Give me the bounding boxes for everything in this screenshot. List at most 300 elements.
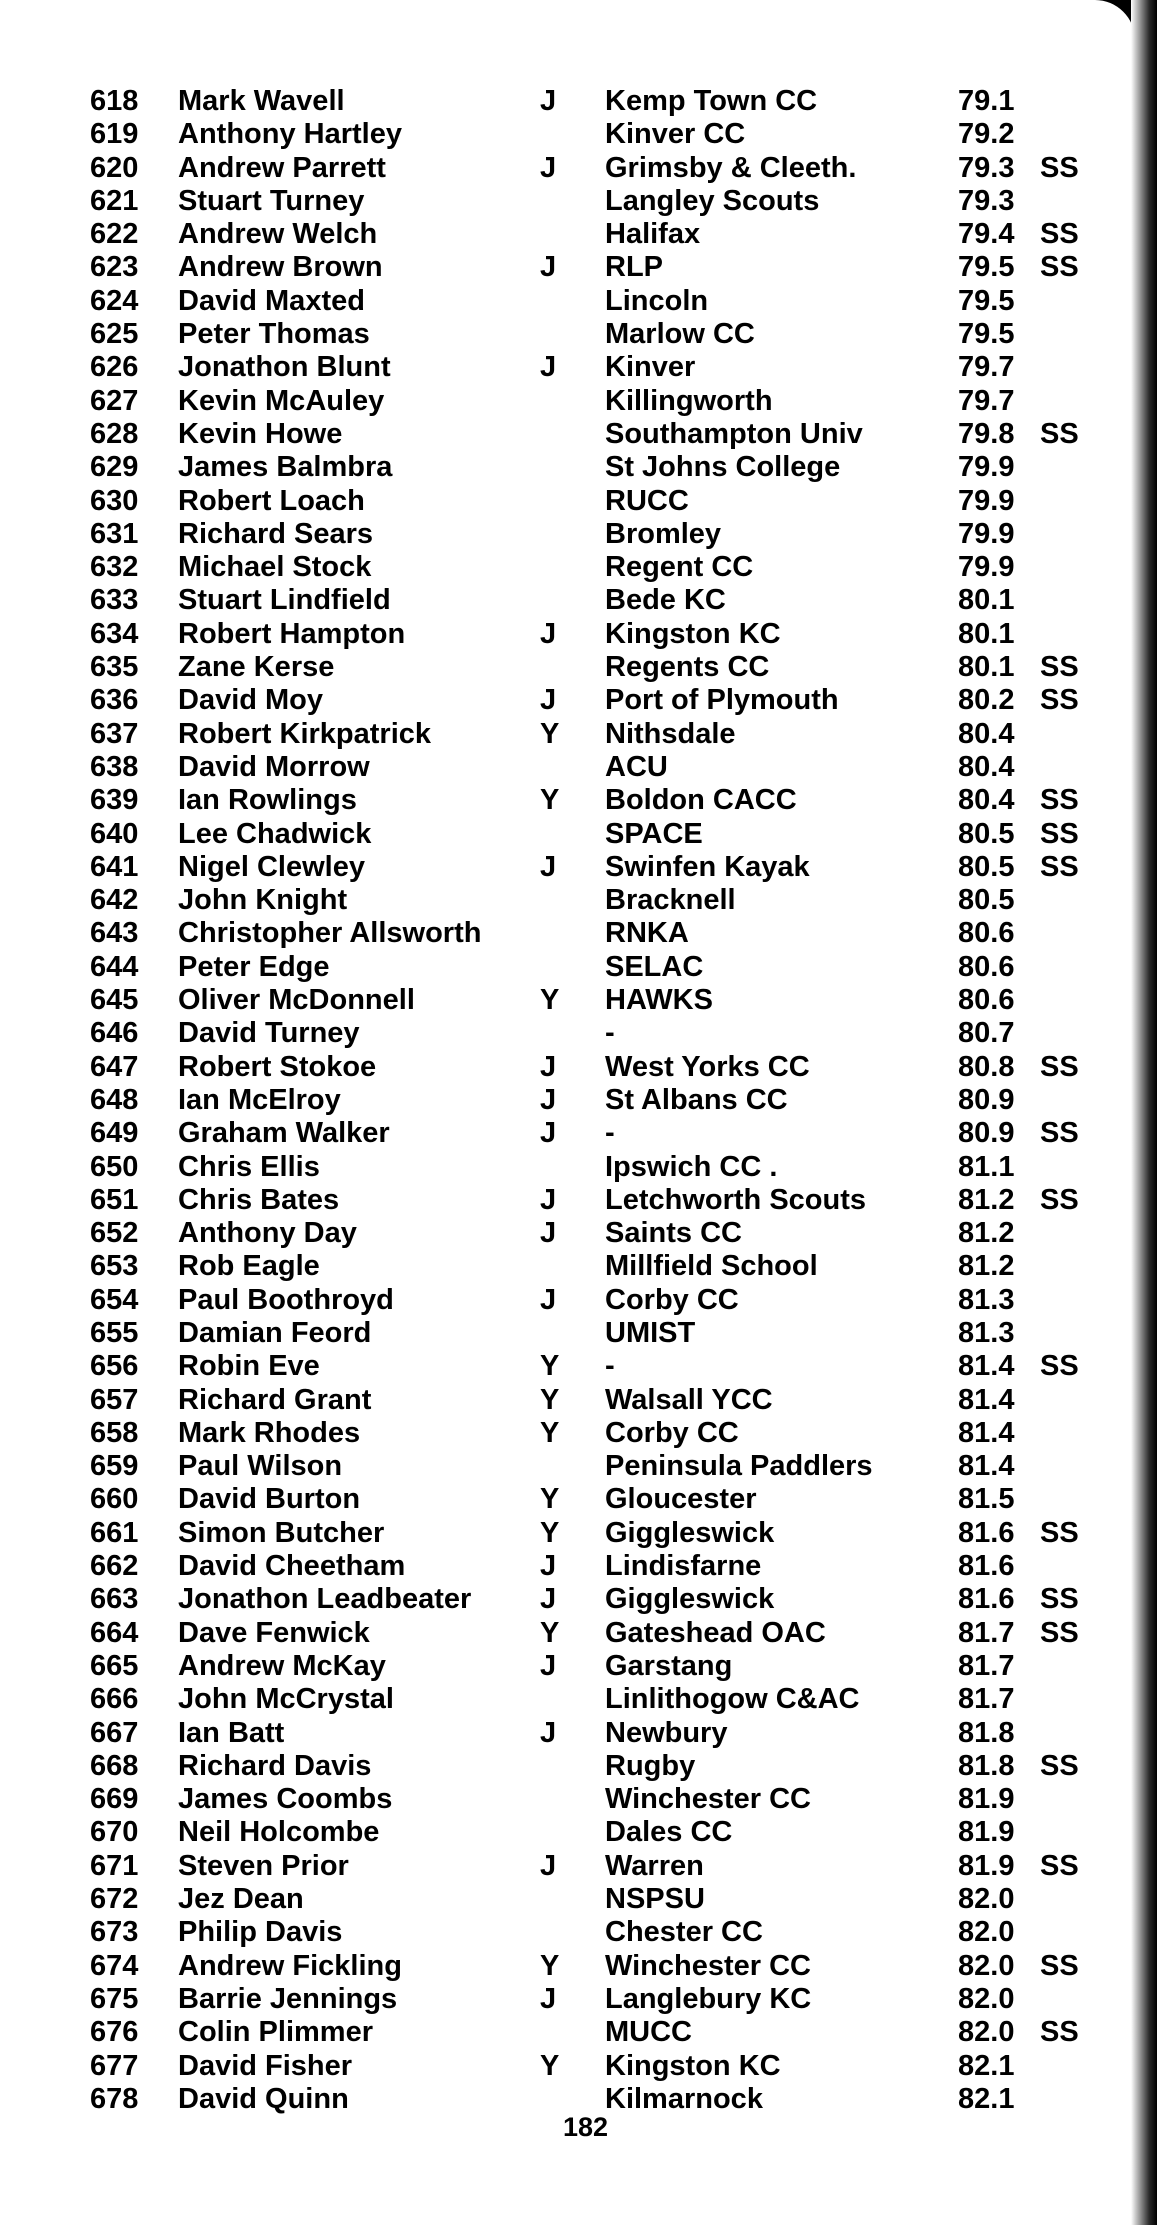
club-name: Linlithogow C&AC [605,1683,860,1716]
score: 81.7 [958,1649,1015,1682]
category-flag: J [540,1716,557,1749]
result-row [0,1617,1120,1650]
competitor-name: Robert Kirkpatrick [178,717,432,750]
category-flag: J [540,251,557,284]
result-row [0,1017,1120,1050]
result-row [0,251,1120,284]
club-name: Giggleswick [605,1516,775,1549]
club-name: Corby CC [605,1283,739,1316]
competitor-name: Chris Bates [178,1183,340,1216]
score: 81.8 [958,1716,1015,1749]
competitor-name: Oliver McDonnell [178,984,415,1017]
club-name: Port of Plymouth [605,684,839,717]
result-row [0,684,1120,717]
result-row [0,1250,1120,1283]
entry-number: 676 [90,2016,139,2049]
result-row [0,2050,1120,2083]
page-edge-shadow [1131,0,1157,2225]
note-flag: SS [1040,651,1079,684]
entry-number: 657 [90,1383,139,1416]
competitor-name: Damian Feord [178,1316,372,1349]
entry-number: 652 [90,1217,139,1250]
result-row [0,1550,1120,1583]
score: 82.1 [958,2082,1015,2115]
entry-number: 627 [90,384,139,417]
category-flag: Y [540,1483,560,1516]
result-row [0,651,1120,684]
club-name: RNKA [605,917,689,950]
competitor-name: Andrew Welch [178,218,378,251]
competitor-name: Jonathon Leadbeater [178,1583,472,1616]
score: 80.6 [958,984,1015,1017]
note-flag: SS [1040,850,1079,883]
competitor-name: Richard Davis [178,1749,372,1782]
score: 81.6 [958,1583,1015,1616]
note-flag: SS [1040,1050,1079,1083]
score: 81.4 [958,1350,1015,1383]
entry-number: 638 [90,750,139,783]
club-name: Kilmarnock [605,2082,763,2115]
competitor-name: David Maxted [178,284,365,317]
competitor-name: Neil Holcombe [178,1816,380,1849]
result-row [0,1850,1120,1883]
entry-number: 651 [90,1183,139,1216]
category-flag: Y [540,1416,560,1449]
category-flag: Y [540,717,560,750]
entry-number: 659 [90,1450,139,1483]
note-flag: SS [1040,1117,1079,1150]
club-name: Boldon CACC [605,784,797,817]
club-name: HAWKS [605,984,713,1017]
club-name: MUCC [605,2016,692,2049]
note-flag: SS [1040,684,1079,717]
entry-number: 674 [90,1949,139,1982]
note-flag: SS [1040,218,1079,251]
club-name: RUCC [605,484,689,517]
category-flag: Y [540,784,560,817]
club-name: Corby CC [605,1416,739,1449]
club-name: Swinfen Kayak [605,850,810,883]
score: 81.3 [958,1283,1015,1316]
note-flag: SS [1040,1616,1079,1649]
score: 79.1 [958,85,1015,117]
entry-number: 631 [90,517,139,550]
note-flag: SS [1040,417,1079,450]
competitor-name: Graham Walker [178,1117,390,1150]
club-name: Regent CC [605,551,754,584]
club-name: Ipswich CC . [605,1150,778,1183]
score: 82.0 [958,1982,1015,2015]
results-list [0,85,1120,2116]
club-name: Bromley [605,517,722,550]
result-row [0,1217,1120,1250]
score: 79.9 [958,451,1015,484]
entry-number: 632 [90,551,139,584]
club-name: Langley Scouts [605,184,820,217]
category-flag: J [540,1050,557,1083]
entry-number: 633 [90,584,139,617]
entry-number: 639 [90,784,139,817]
competitor-name: Rob Eagle [178,1250,320,1283]
category-flag: Y [540,1616,560,1649]
score: 80.4 [958,750,1015,783]
club-name: ACU [605,750,668,783]
result-row [0,951,1120,984]
score: 81.8 [958,1749,1015,1782]
score: 79.9 [958,517,1015,550]
entry-number: 675 [90,1982,139,2015]
score: 81.9 [958,1816,1015,1849]
result-row [0,1650,1120,1683]
note-flag: SS [1040,1350,1079,1383]
category-flag: J [540,1217,557,1250]
club-name: Kinver [605,351,696,384]
entry-number: 662 [90,1550,139,1583]
competitor-name: Kevin McAuley [178,384,385,417]
competitor-name: Mark Rhodes [178,1416,361,1449]
result-row [0,1717,1120,1750]
competitor-name: Zane Kerse [178,651,335,684]
category-flag: J [540,684,557,717]
competitor-name: David Burton [178,1483,361,1516]
club-name: Kingston KC [605,2049,781,2082]
club-name: Kinver CC [605,118,746,151]
result-row [0,718,1120,751]
category-flag: J [540,351,557,384]
competitor-name: John Knight [178,884,348,917]
note-flag: SS [1040,817,1079,850]
category-flag: J [540,1183,557,1216]
score: 80.4 [958,784,1015,817]
club-name: Warren [605,1849,704,1882]
club-name: Killingworth [605,384,773,417]
club-name: SPACE [605,817,703,850]
result-row [0,1583,1120,1616]
result-row [0,2016,1120,2049]
entry-number: 653 [90,1250,139,1283]
category-flag: J [540,1849,557,1882]
score: 81.4 [958,1450,1015,1483]
result-row [0,1284,1120,1317]
competitor-name: Paul Wilson [178,1450,343,1483]
competitor-name: Anthony Hartley [178,118,402,151]
club-name: Lincoln [605,284,709,317]
competitor-name: Robert Hampton [178,617,406,650]
score: 79.4 [958,218,1015,251]
competitor-name: James Balmbra [178,451,393,484]
category-flag: J [540,617,557,650]
score: 81.4 [958,1383,1015,1416]
competitor-name: Andrew Brown [178,251,383,284]
entry-number: 660 [90,1483,139,1516]
competitor-name: Barrie Jennings [178,1982,398,2015]
note-flag: SS [1040,251,1079,284]
club-name: Halifax [605,218,701,251]
entry-number: 650 [90,1150,139,1183]
entry-number: 677 [90,2049,139,2082]
result-row [0,1151,1120,1184]
club-name: Dales CC [605,1816,733,1849]
club-name: Millfield School [605,1250,818,1283]
result-row [0,1683,1120,1716]
result-row [0,1483,1120,1516]
club-name: Walsall YCC [605,1383,773,1416]
club-name: Newbury [605,1716,728,1749]
club-name: Langlebury KC [605,1982,812,2015]
result-row [0,1750,1120,1783]
competitor-name: David Quinn [178,2082,349,2115]
entry-number: 619 [90,118,139,151]
result-row [0,451,1120,484]
competitor-name: Richard Grant [178,1383,372,1416]
club-name: UMIST [605,1316,696,1349]
page-number: 182 [563,2112,609,2142]
score: 81.4 [958,1416,1015,1449]
note-flag: SS [1040,1849,1079,1882]
score: 80.9 [958,1083,1015,1116]
club-name: Kemp Town CC [605,85,818,117]
club-name: Gloucester [605,1483,757,1516]
competitor-name: Ian Batt [178,1716,285,1749]
competitor-name: Robin Eve [178,1350,320,1383]
competitor-name: Stuart Turney [178,184,365,217]
score: 80.6 [958,917,1015,950]
result-row [0,1317,1120,1350]
result-row [0,1916,1120,1949]
competitor-name: Robert Loach [178,484,365,517]
entry-number: 629 [90,451,139,484]
entry-number: 661 [90,1516,139,1549]
score: 79.8 [958,417,1015,450]
entry-number: 643 [90,917,139,950]
result-row [0,518,1120,551]
score: 79.5 [958,251,1015,284]
club-name: Garstang [605,1649,733,1682]
competitor-name: Peter Edge [178,950,330,983]
competitor-name: Lee Chadwick [178,817,372,850]
competitor-name: Philip Davis [178,1916,343,1949]
score: 79.3 [958,184,1015,217]
result-row [0,1783,1120,1816]
category-flag: J [540,151,557,184]
result-row [0,884,1120,917]
result-row [0,584,1120,617]
entry-number: 623 [90,251,139,284]
entry-number: 626 [90,351,139,384]
entry-number: 658 [90,1416,139,1449]
entry-number: 645 [90,984,139,1017]
competitor-name: Stuart Lindfield [178,584,391,617]
result-row [0,218,1120,251]
score: 80.1 [958,584,1015,617]
result-row [0,1384,1120,1417]
result-row [0,285,1120,318]
result-row [0,784,1120,817]
category-flag: Y [540,2049,560,2082]
result-row [0,2083,1120,2116]
club-name: Grimsby & Cleeth. [605,151,857,184]
club-name: - [605,1017,615,1050]
note-flag: SS [1040,784,1079,817]
result-row [0,152,1120,185]
entry-number: 673 [90,1916,139,1949]
entry-number: 618 [90,85,139,117]
result-row [0,85,1120,118]
result-row [0,351,1120,384]
score: 81.7 [958,1616,1015,1649]
club-name: St Johns College [605,451,841,484]
category-flag: J [540,85,557,117]
score: 81.9 [958,1783,1015,1816]
category-flag: Y [540,1516,560,1549]
result-row [0,917,1120,950]
result-row [0,751,1120,784]
category-flag: J [540,1283,557,1316]
club-name: - [605,1117,615,1150]
entry-number: 637 [90,717,139,750]
score: 79.7 [958,384,1015,417]
result-row [0,185,1120,218]
club-name: Winchester CC [605,1949,812,1982]
competitor-name: David Cheetham [178,1550,406,1583]
entry-number: 678 [90,2082,139,2115]
score: 79.5 [958,318,1015,351]
score: 80.4 [958,717,1015,750]
result-row [0,551,1120,584]
entry-number: 636 [90,684,139,717]
score: 81.3 [958,1316,1015,1349]
club-name: Southampton Univ [605,417,863,450]
result-row [0,618,1120,651]
competitor-name: James Coombs [178,1783,393,1816]
note-flag: SS [1040,1949,1079,1982]
result-row [0,1350,1120,1383]
entry-number: 641 [90,850,139,883]
result-row [0,1983,1120,2016]
result-row [0,1117,1120,1150]
club-name: Lindisfarne [605,1550,762,1583]
entry-number: 666 [90,1683,139,1716]
club-name: RLP [605,251,663,284]
competitor-name: Christopher Allsworth [178,917,482,950]
score: 81.6 [958,1550,1015,1583]
entry-number: 671 [90,1849,139,1882]
score: 79.7 [958,351,1015,384]
club-name: Giggleswick [605,1583,775,1616]
score: 81.1 [958,1150,1015,1183]
result-row [0,385,1120,418]
score: 81.5 [958,1483,1015,1516]
score: 82.0 [958,1949,1015,1982]
entry-number: 656 [90,1350,139,1383]
score: 80.5 [958,817,1015,850]
note-flag: SS [1040,1516,1079,1549]
category-flag: J [540,1117,557,1150]
score: 79.9 [958,551,1015,584]
score: 80.8 [958,1050,1015,1083]
result-row [0,851,1120,884]
score: 80.1 [958,651,1015,684]
club-name: Regents CC [605,651,770,684]
note-flag: SS [1040,1183,1079,1216]
result-row [0,1084,1120,1117]
competitor-name: Colin Plimmer [178,2016,373,2049]
competitor-name: Nigel Clewley [178,850,365,883]
entry-number: 646 [90,1017,139,1050]
result-row [0,1816,1120,1849]
competitor-name: Andrew Fickling [178,1949,402,1982]
score: 79.5 [958,284,1015,317]
competitor-name: David Turney [178,1017,360,1050]
category-flag: Y [540,1350,560,1383]
competitor-name: Jez Dean [178,1883,304,1916]
competitor-name: Richard Sears [178,517,374,550]
entry-number: 663 [90,1583,139,1616]
club-name: Kingston KC [605,617,781,650]
score: 81.9 [958,1849,1015,1882]
entry-number: 668 [90,1749,139,1782]
result-row [0,1417,1120,1450]
category-flag: J [540,1982,557,2015]
entry-number: 648 [90,1083,139,1116]
score: 82.0 [958,1916,1015,1949]
competitor-name: Jonathon Blunt [178,351,391,384]
entry-number: 620 [90,151,139,184]
result-row [0,485,1120,518]
category-flag: J [540,1083,557,1116]
club-name: - [605,1350,615,1383]
category-flag: Y [540,1949,560,1982]
category-flag: J [540,1583,557,1616]
club-name: NSPSU [605,1883,705,1916]
result-row [0,1184,1120,1217]
competitor-name: Chris Ellis [178,1150,320,1183]
result-row [0,118,1120,151]
category-flag: J [540,850,557,883]
competitor-name: Kevin Howe [178,417,343,450]
score: 81.2 [958,1183,1015,1216]
entry-number: 622 [90,218,139,251]
competitor-name: David Moy [178,684,324,717]
club-name: Peninsula Paddlers [605,1450,873,1483]
category-flag: Y [540,1383,560,1416]
score: 81.6 [958,1516,1015,1549]
competitor-name: Ian Rowlings [178,784,357,817]
score: 82.0 [958,2016,1015,2049]
competitor-name: Andrew McKay [178,1649,386,1682]
result-row [0,1517,1120,1550]
competitor-name: Mark Wavell [178,85,345,117]
score: 81.2 [958,1217,1015,1250]
club-name: St Albans CC [605,1083,788,1116]
category-flag: J [540,1649,557,1682]
entry-number: 640 [90,817,139,850]
club-name: West Yorks CC [605,1050,810,1083]
club-name: Rugby [605,1749,696,1782]
entry-number: 667 [90,1716,139,1749]
score: 80.6 [958,950,1015,983]
entry-number: 624 [90,284,139,317]
result-row [0,984,1120,1017]
club-name: Nithsdale [605,717,736,750]
result-row [0,818,1120,851]
score: 82.1 [958,2049,1015,2082]
result-row [0,1950,1120,1983]
entry-number: 644 [90,950,139,983]
score: 79.3 [958,151,1015,184]
entry-number: 654 [90,1283,139,1316]
club-name: Winchester CC [605,1783,812,1816]
